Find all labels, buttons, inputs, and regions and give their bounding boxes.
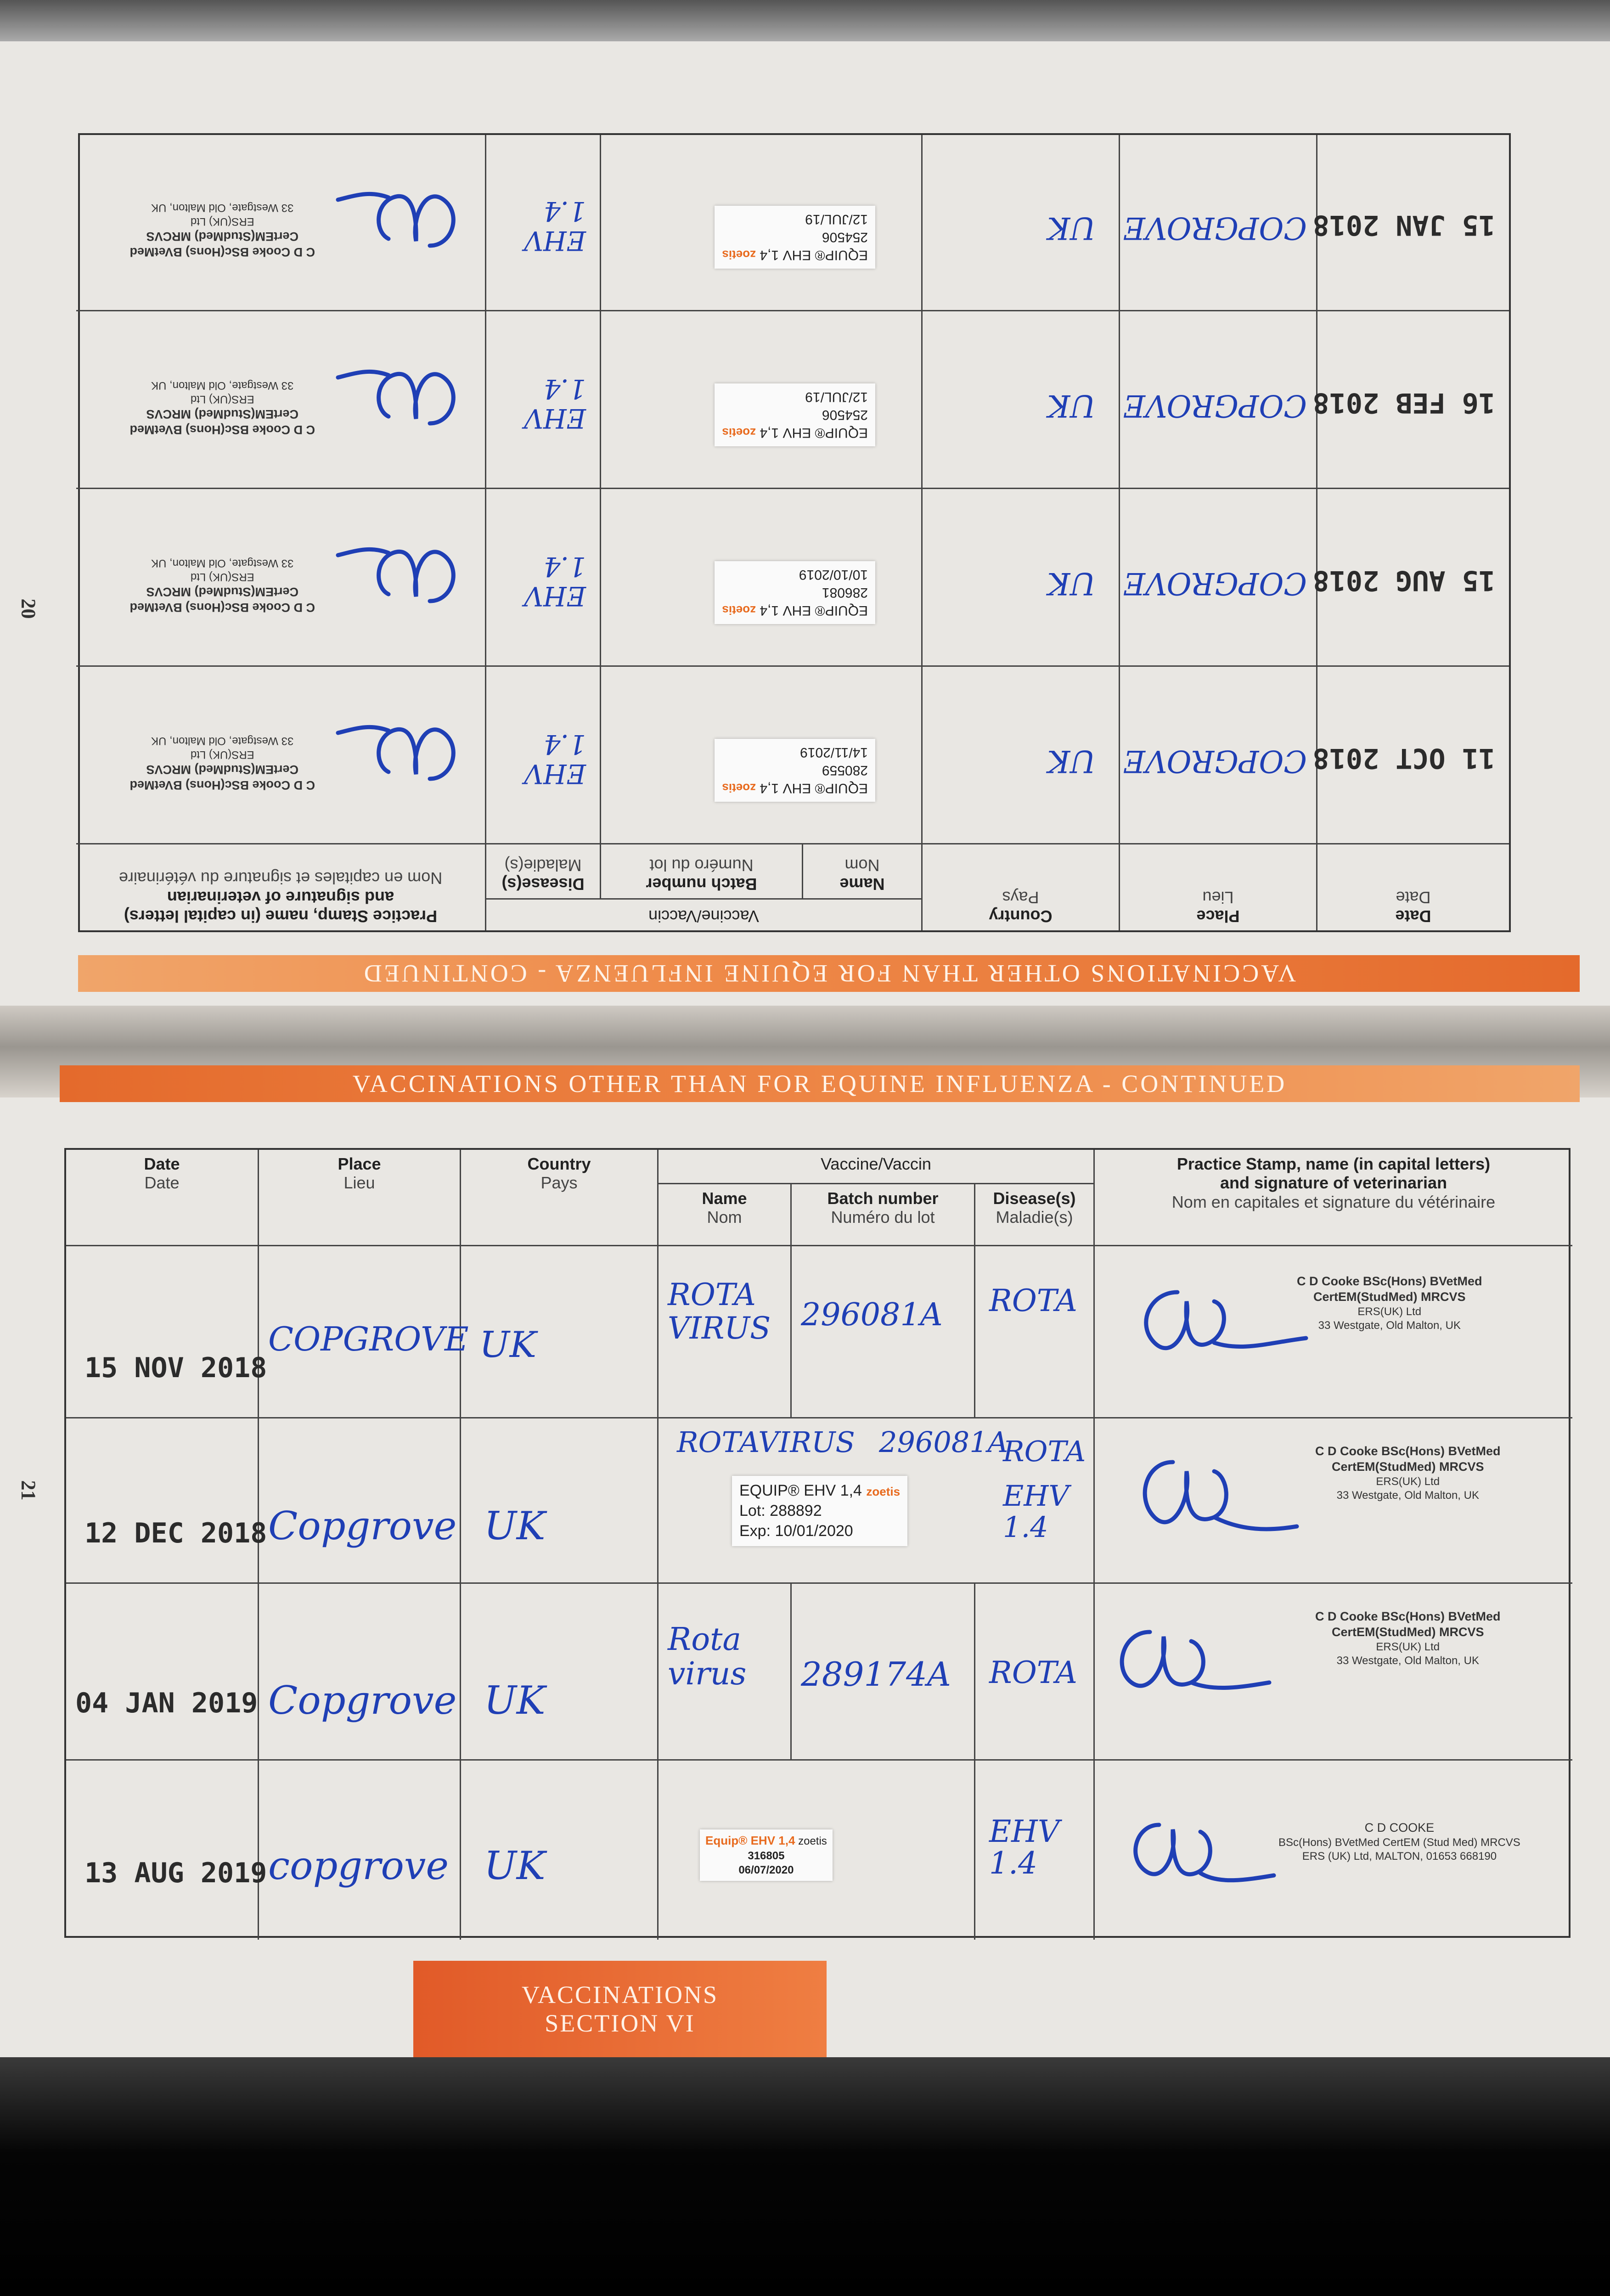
row-1-disease: ROTA — [989, 1283, 1077, 1318]
top-row-4-vet-signature — [333, 181, 471, 264]
top-row-2-date: 15 AUG 2018 — [1312, 564, 1495, 597]
table-row-1-date-cell — [66, 1246, 259, 1418]
top-row-3-vaccine-label: EQUIP® EHV 1,4 zoetis 254506 12/JUL/19 — [715, 383, 875, 446]
row-2-vet-signature — [1122, 1444, 1315, 1554]
header-stamp: Practice Stamp, name (in capital letters) and signature of veterinarian Nom en capitales et signature du vétérinaire — [1095, 1150, 1572, 1246]
row-4-date: 13 AUG 2019 — [84, 1857, 267, 1889]
table-row-2-date-cell — [66, 1418, 259, 1584]
top-row-3-vet-stamp: C D Cooke BSc(Hons) BVetMed CertEM(StudMed) MRCVS ERS(UK) Ltd 33 Westgate, Old Malton, UK — [129, 379, 315, 437]
top-row-1-place: COPGROVE — [1123, 743, 1307, 779]
header-vaccine: Vaccine/Vaccin — [485, 898, 921, 930]
top-row-2-country: UK — [1047, 566, 1096, 601]
row-2-disease: ROTA — [1003, 1435, 1086, 1468]
top-row-3-date: 16 FEB 2018 — [1312, 387, 1495, 419]
row-1-date: 15 NOV 2018 — [84, 1352, 267, 1384]
top-row-2-place: COPGROVE — [1123, 566, 1307, 601]
top-row-4-vaccine-label: EQUIP® EHV 1,4 zoetis 254506 12/JUL/19 — [715, 206, 875, 269]
row-1-batch: 296081A — [801, 1297, 943, 1333]
header-place: Place Lieu — [1119, 843, 1316, 930]
top-row-3-country: UK — [1047, 388, 1096, 423]
top-row-4-disease: EHV 1.4 — [524, 196, 586, 256]
page-number-21: 21 — [17, 1480, 40, 1501]
page-number-20: 20 — [17, 598, 40, 619]
top-row-4-date: 15 JAN 2018 — [1312, 209, 1495, 241]
header-country: Country Pays — [461, 1150, 659, 1246]
row-3-vet-signature — [1104, 1614, 1297, 1715]
header-disease: Disease(s) Maladie(s) — [975, 1184, 1095, 1246]
bottom-shadow — [0, 2057, 1610, 2296]
section-banner-bottom: VACCINATIONS OTHER THAN FOR EQUINE INFLUENZA - CONTINUED — [60, 1065, 1580, 1102]
top-row-1-vet-stamp: C D Cooke BSc(Hons) BVetMed CertEM(StudMed) MRCVS ERS(UK) Ltd 33 Westgate, Old Malton, UK — [129, 735, 315, 792]
row-1-country: UK — [479, 1324, 537, 1366]
top-row-2-vaccine-label: EQUIP® EHV 1,4 zoetis 286081 10/10/2019 — [715, 561, 875, 624]
vaccination-table-bottom — [64, 1148, 1571, 1938]
top-row-2-disease: EHV 1.4 — [524, 551, 586, 612]
row-4-disease: EHV 1.4 — [989, 1814, 1060, 1881]
top-shadow — [0, 0, 1610, 41]
top-row-4-place: COPGROVE — [1123, 210, 1307, 246]
header-vaccine: Vaccine/Vaccin — [659, 1150, 1095, 1184]
top-row-2-vet-signature — [333, 537, 471, 619]
table-row-2-place-cell — [259, 1418, 461, 1584]
row-4-vet-signature — [1118, 1806, 1292, 1898]
row-3-disease: ROTA — [989, 1655, 1077, 1690]
table-row-3-place-cell — [259, 1584, 461, 1761]
row-2-disease-2: EHV 1.4 — [1003, 1479, 1070, 1544]
row-2-vet-stamp: C D Cooke BSc(Hons) BVetMed CertEM(StudMed) MRCVS ERS(UK) Ltd 33 Westgate, Old Malton, UK — [1315, 1444, 1501, 1502]
row-3-batch: 289174A — [801, 1655, 951, 1694]
row-4-vet-stamp: C D COOKE BSc(Hons) BVetMed CertEM (Stud Med) MRCVS ERS (UK) Ltd, MALTON, 01653 668190 — [1278, 1821, 1520, 1863]
table-row-3-date-cell — [66, 1584, 259, 1761]
header-date: Date Date — [1316, 843, 1509, 930]
table-row-3-country-cell — [461, 1584, 659, 1761]
row-1-vaccine-name: ROTA VIRUS — [668, 1277, 771, 1346]
row-4-place: copgrove — [268, 1843, 449, 1888]
row-2-place: Copgrove — [268, 1503, 457, 1548]
top-row-2-vet-stamp: C D Cooke BSc(Hons) BVetMed CertEM(StudMed) MRCVS ERS(UK) Ltd 33 Westgate, Old Malton, UK — [129, 557, 315, 614]
page-21 — [0, 1070, 1610, 2057]
row-3-vaccine-name: Rota virus — [668, 1621, 747, 1692]
header-place: Place Lieu — [259, 1150, 461, 1246]
flipped-page-content — [78, 133, 1580, 992]
table-row-1-disease-cell — [975, 1246, 1095, 1418]
top-row-4-country: UK — [1047, 210, 1096, 246]
page-20 — [0, 41, 1610, 1006]
row-1-place: COPGROVE — [268, 1320, 469, 1358]
header-country: Country Pays — [921, 843, 1119, 930]
row-2-vaccine-label: EQUIP® EHV 1,4 zoetis Lot: 288892 Exp: 10/01/2020 — [732, 1476, 907, 1546]
top-row-4-vet-stamp: C D Cooke BSc(Hons) BVetMed CertEM(StudMed) MRCVS ERS(UK) Ltd 33 Westgate, Old Malton, UK — [129, 202, 315, 259]
section-banner-top: VACCINATIONS OTHER THAN FOR EQUINE INFLUENZA - CONTINUED — [78, 955, 1580, 992]
vaccination-table-top — [78, 133, 1511, 932]
header-stamp: Practice Stamp, name (in capital letters) and signature of veterinarian Nom en capitales et signature du vétérinaire — [76, 843, 485, 930]
row-4-country: UK — [484, 1843, 546, 1888]
header-date: Date Date — [66, 1150, 259, 1246]
row-1-vet-signature — [1122, 1274, 1315, 1375]
row-4-vaccine-label: Equip® EHV 1,4 zoetis 316805 06/07/2020 — [700, 1829, 833, 1881]
row-3-place: Copgrove — [268, 1678, 457, 1723]
top-row-1-vaccine-label: EQUIP® EHV 1,4 zoetis 280559 14/11/2019 — [715, 739, 875, 802]
top-row-1-vet-signature — [333, 715, 471, 797]
top-row-1-country: UK — [1047, 743, 1096, 779]
table-row-4-date-cell — [66, 1761, 259, 1940]
top-row-3-vet-signature — [333, 359, 471, 442]
row-1-vet-stamp: C D Cooke BSc(Hons) BVetMed CertEM(StudMed) MRCVS ERS(UK) Ltd 33 Westgate, Old Malton, UK — [1297, 1274, 1482, 1332]
top-row-1-date: 11 OCT 2018 — [1312, 742, 1495, 774]
table-row-2-country-cell — [461, 1418, 659, 1584]
row-2-batch: 296081A — [879, 1425, 1008, 1459]
top-row-1-disease: EHV 1.4 — [524, 729, 586, 789]
header-name: Name Nom — [802, 843, 921, 898]
row-2-date: 12 DEC 2018 — [84, 1517, 267, 1549]
row-3-vet-stamp: C D Cooke BSc(Hons) BVetMed CertEM(StudMed) MRCVS ERS(UK) Ltd 33 Westgate, Old Malton, UK — [1315, 1609, 1501, 1667]
header-batch: Batch number Numéro du lot — [792, 1184, 975, 1246]
row-3-date: 04 JAN 2019 — [75, 1687, 258, 1719]
top-row-3-disease: EHV 1.4 — [524, 373, 586, 434]
row-2-vaccine-name: ROTAVIRUS — [677, 1425, 855, 1459]
header-name: Name Nom — [659, 1184, 792, 1246]
row-2-country: UK — [484, 1503, 546, 1548]
top-row-3-place: COPGROVE — [1123, 388, 1307, 423]
row-3-country: UK — [484, 1678, 546, 1723]
section-label: VACCINATIONS SECTION VI — [413, 1961, 827, 2057]
header-batch: Batch number Numéro du lot — [600, 843, 802, 898]
header-disease: Disease(s) Maladie(s) — [485, 843, 600, 898]
